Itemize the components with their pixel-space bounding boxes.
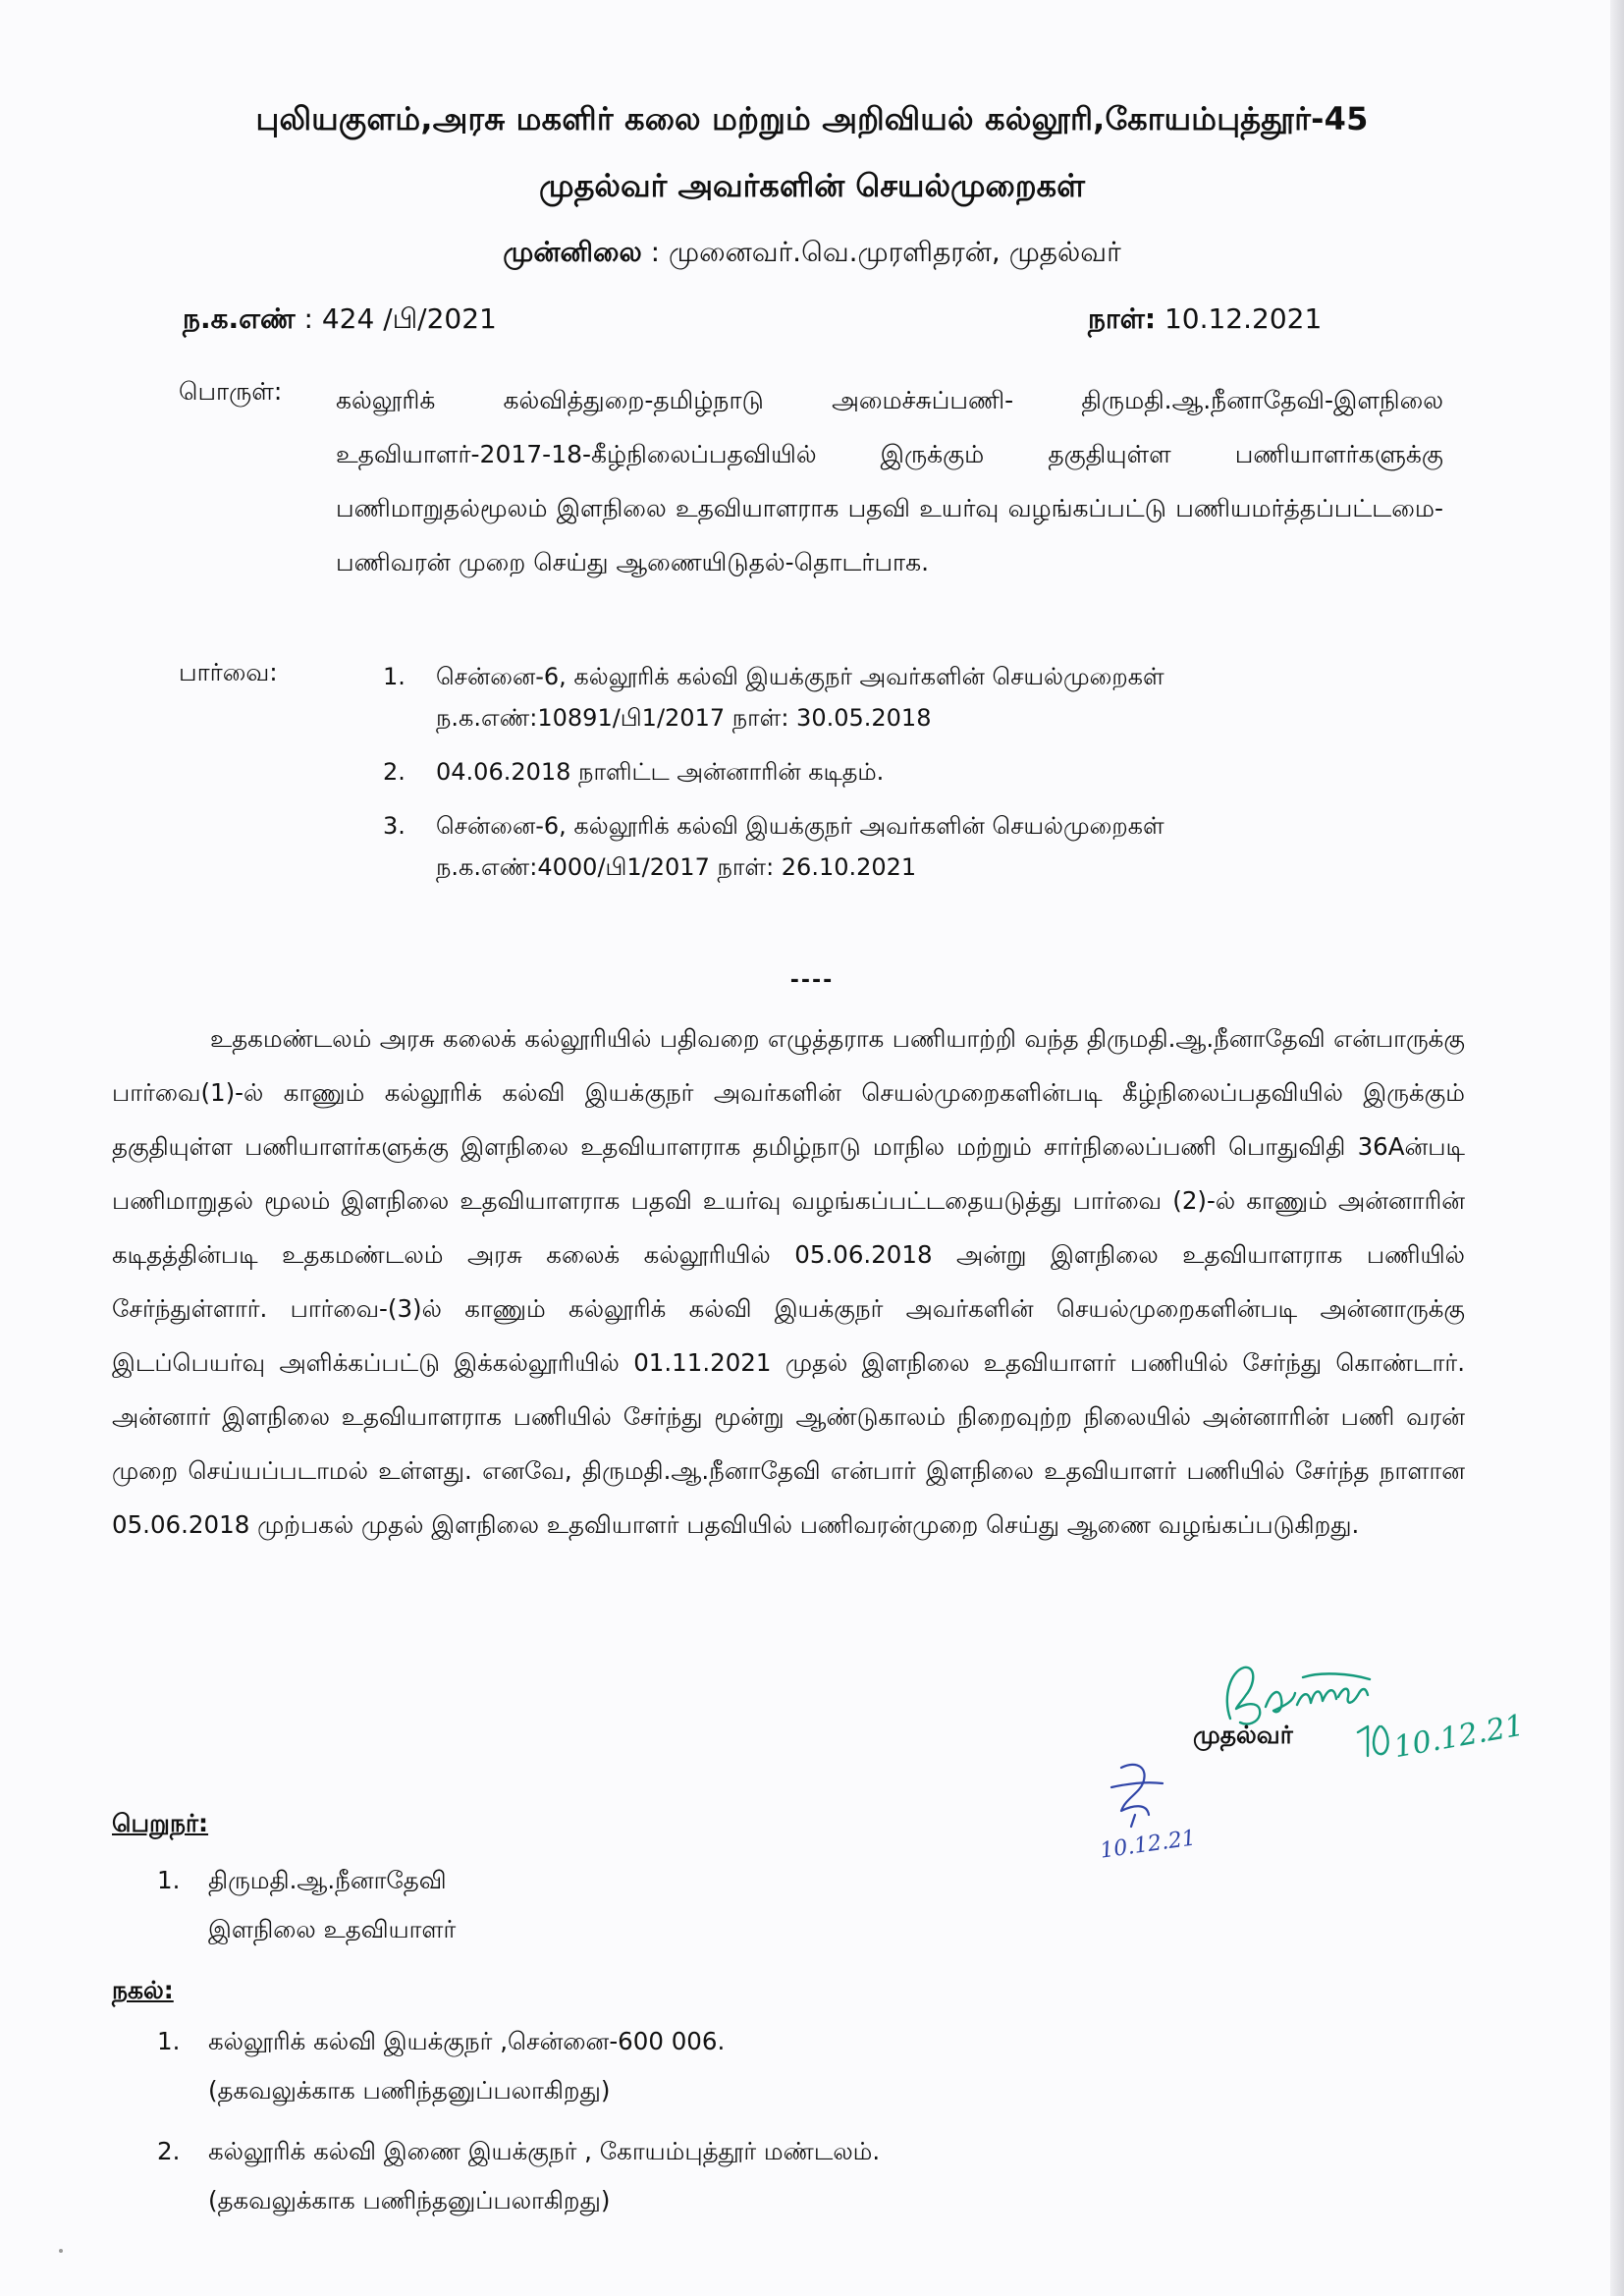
signatory-designation: முதல்வர் [1193,1721,1293,1749]
presence-label: முன்னிலை [503,236,642,268]
document-date-label: நாள்: [1088,302,1157,335]
recipient-designation: இளநிலை உதவியாளர் [208,1915,457,1943]
copy-list [157,2017,1139,2229]
recipient-list [157,1856,1041,1958]
recipient-number: 1. [157,1866,181,1894]
recipient-name: திருமதி.ஆ.நீனாதேவி [208,1866,447,1894]
reference-item [383,805,1414,888]
reference-line: சென்னை-6, கல்லூரிக் கல்வி இயக்குநர் அவர்களின் செயல்முறைகள் [436,812,1164,840]
recipient-item [157,1856,1041,1954]
college-title: புலியகுளம்,அரசு மகளிர் கலை மற்றும் அறிவியல் கல்லூரி,கோயம்புத்தூர்-45 [255,100,1369,137]
proceedings-title: முதல்வர் அவர்களின் செயல்முறைகள் [539,167,1085,204]
presence-value: : முனைவர்.வெ.முரளிதரன், முதல்வர் [641,236,1121,268]
copy-item [157,2017,1139,2115]
copy-recipient: கல்லூரிக் கல்வி இணை இயக்குநர் , கோயம்புத்தூர் மண்டலம். [208,2137,881,2165]
reference-number-3: 3. [383,812,406,840]
reference-item [383,656,1414,738]
subject-text: கல்லூரிக் கல்வித்துறை-தமிழ்நாடு அமைச்சுப்பணி- திருமதி.ஆ.நீனாதேவி-இளநிலை உதவியாளர்-2017-18-கீழ்நிலைப்பதவியில் இருக்கும் தகுதியுள்ள பணியாளர்களுக்கு பணிமாறுதல்மூலம் இளநிலை உதவியாளராக பதவி உயர்வு வழங்கப்பட்டு பணியமர்த்தப்பட்டமை-பணிவரன் முறை செய்து ஆணையிடுதல்-தொடர்பாக. [336,386,1443,576]
clerk-initials [1092,1754,1210,1862]
recipient-label: பெறுநர்: [112,1809,209,1837]
scan-speck [59,2249,63,2253]
copy-note: (தகவலுக்காக பணிந்தனுப்பலாகிறது) [208,2076,611,2105]
order-body [112,1011,1465,1552]
subject-label: பொருள்: [179,377,283,406]
section-separator: ---- [789,968,835,993]
subject-text-block [336,373,1443,589]
copy-item [157,2127,1139,2225]
reference-line: 04.06.2018 நாளிட்ட அன்னாரின் கடிதம். [436,758,885,786]
order-body-paragraph: உதகமண்டலம் அரசு கலைக் கல்லூரியில் பதிவறை எழுத்தராக பணியாற்றி வந்த திருமதி.ஆ.நீனாதேவி என்பாருக்கு பார்வை(1)-ல் காணும் கல்லூரிக் கல்வி இயக்குநர் அவர்களின் செயல்முறைகளின்படி கீழ்நிலைப்பதவியில் இருக்கும் தகுதியுள்ள பணியாளர்களுக்கு இளநிலை உதவியாளராக தமிழ்நாடு மாநில மற்றும் சார்நிலைப்பணி பொதுவிதி 36Aன்படி பணிமாறுதல் மூலம் இளநிலை உதவியாளராக பதவி உயர்வு வழங்கப்பட்டதையடுத்து பார்வை (2)-ல் காணும் அன்னாரின் கடிதத்தின்படி உதகமண்டலம் அரசு கலைக் கல்லூரியில் 05.06.2018 அன்று இளநிலை உதவியாளராக பணியில் சேர்ந்துள்ளார். பார்வை-(3)ல் காணும் கல்லூரிக் கல்வி இயக்குநர் அவர்களின் செயல்முறைகளின்படி அன்னாருக்கு இடப்பெயர்வு அளிக்கப்பட்டு இக்கல்லூரியில் 01.11.2021 முதல் இளநிலை உதவியாளர் பணியில் சேர்ந்து கொண்டார். அன்னார் இளநிலை உதவியாளராக பணியில் சேர்ந்து மூன்று ஆண்டுகாலம் நிறைவுற்ற நிலையில் அன்னாரின் பணி வரன் முறை செய்யப்படாமல் உள்ளது. எனவே, திருமதி.ஆ.நீனாதேவி என்பார் இளநிலை உதவியாளர் பணியில் சேர்ந்த நாளான 05.06.2018 முற்பகல் முதல் இளநிலை உதவியாளர் பதவியில் பணிவரன்முறை செய்து ஆணை வழங்கப்படுகிறது. [112,1024,1465,1539]
reference-number-label: ந.க.எண் [183,302,296,335]
reference-number-1: 1. [383,663,406,690]
reference-number-value: : 424 /பி/2021 [295,302,497,335]
reference-line: ந.க.எண்:4000/பி1/2017 நாள்: 26.10.2021 [436,853,917,881]
copy-recipient: கல்லூரிக் கல்வி இயக்குநர் ,சென்னை-600 006. [208,2027,726,2055]
reference-number-2: 2. [383,758,406,786]
copy-label: நகல்: [112,1976,174,2004]
document-date [1088,302,1322,339]
initials-date: 10.12.21 [1098,1826,1198,1864]
copy-number: 2. [157,2137,181,2165]
document-date-value: 10.12.2021 [1156,302,1323,335]
references-list [383,656,1414,901]
copy-note: (தகவலுக்காக பணிந்தனுப்பலாகிறது) [208,2186,611,2214]
reference-line: ந.க.எண்:10891/பி1/2017 நாள்: 30.05.2018 [436,704,932,732]
copy-number: 1. [157,2027,181,2055]
reference-line: சென்னை-6, கல்லூரிக் கல்வி இயக்குநர் அவர்களின் செயல்முறைகள் [436,663,1164,690]
presence-line [0,236,1624,272]
reference-item [383,751,1414,793]
signature-date: 10.12.21 [1391,1708,1527,1766]
references-label: பார்வை: [179,658,278,686]
reference-number [183,302,497,339]
page-edge-shadow [1610,0,1624,2296]
